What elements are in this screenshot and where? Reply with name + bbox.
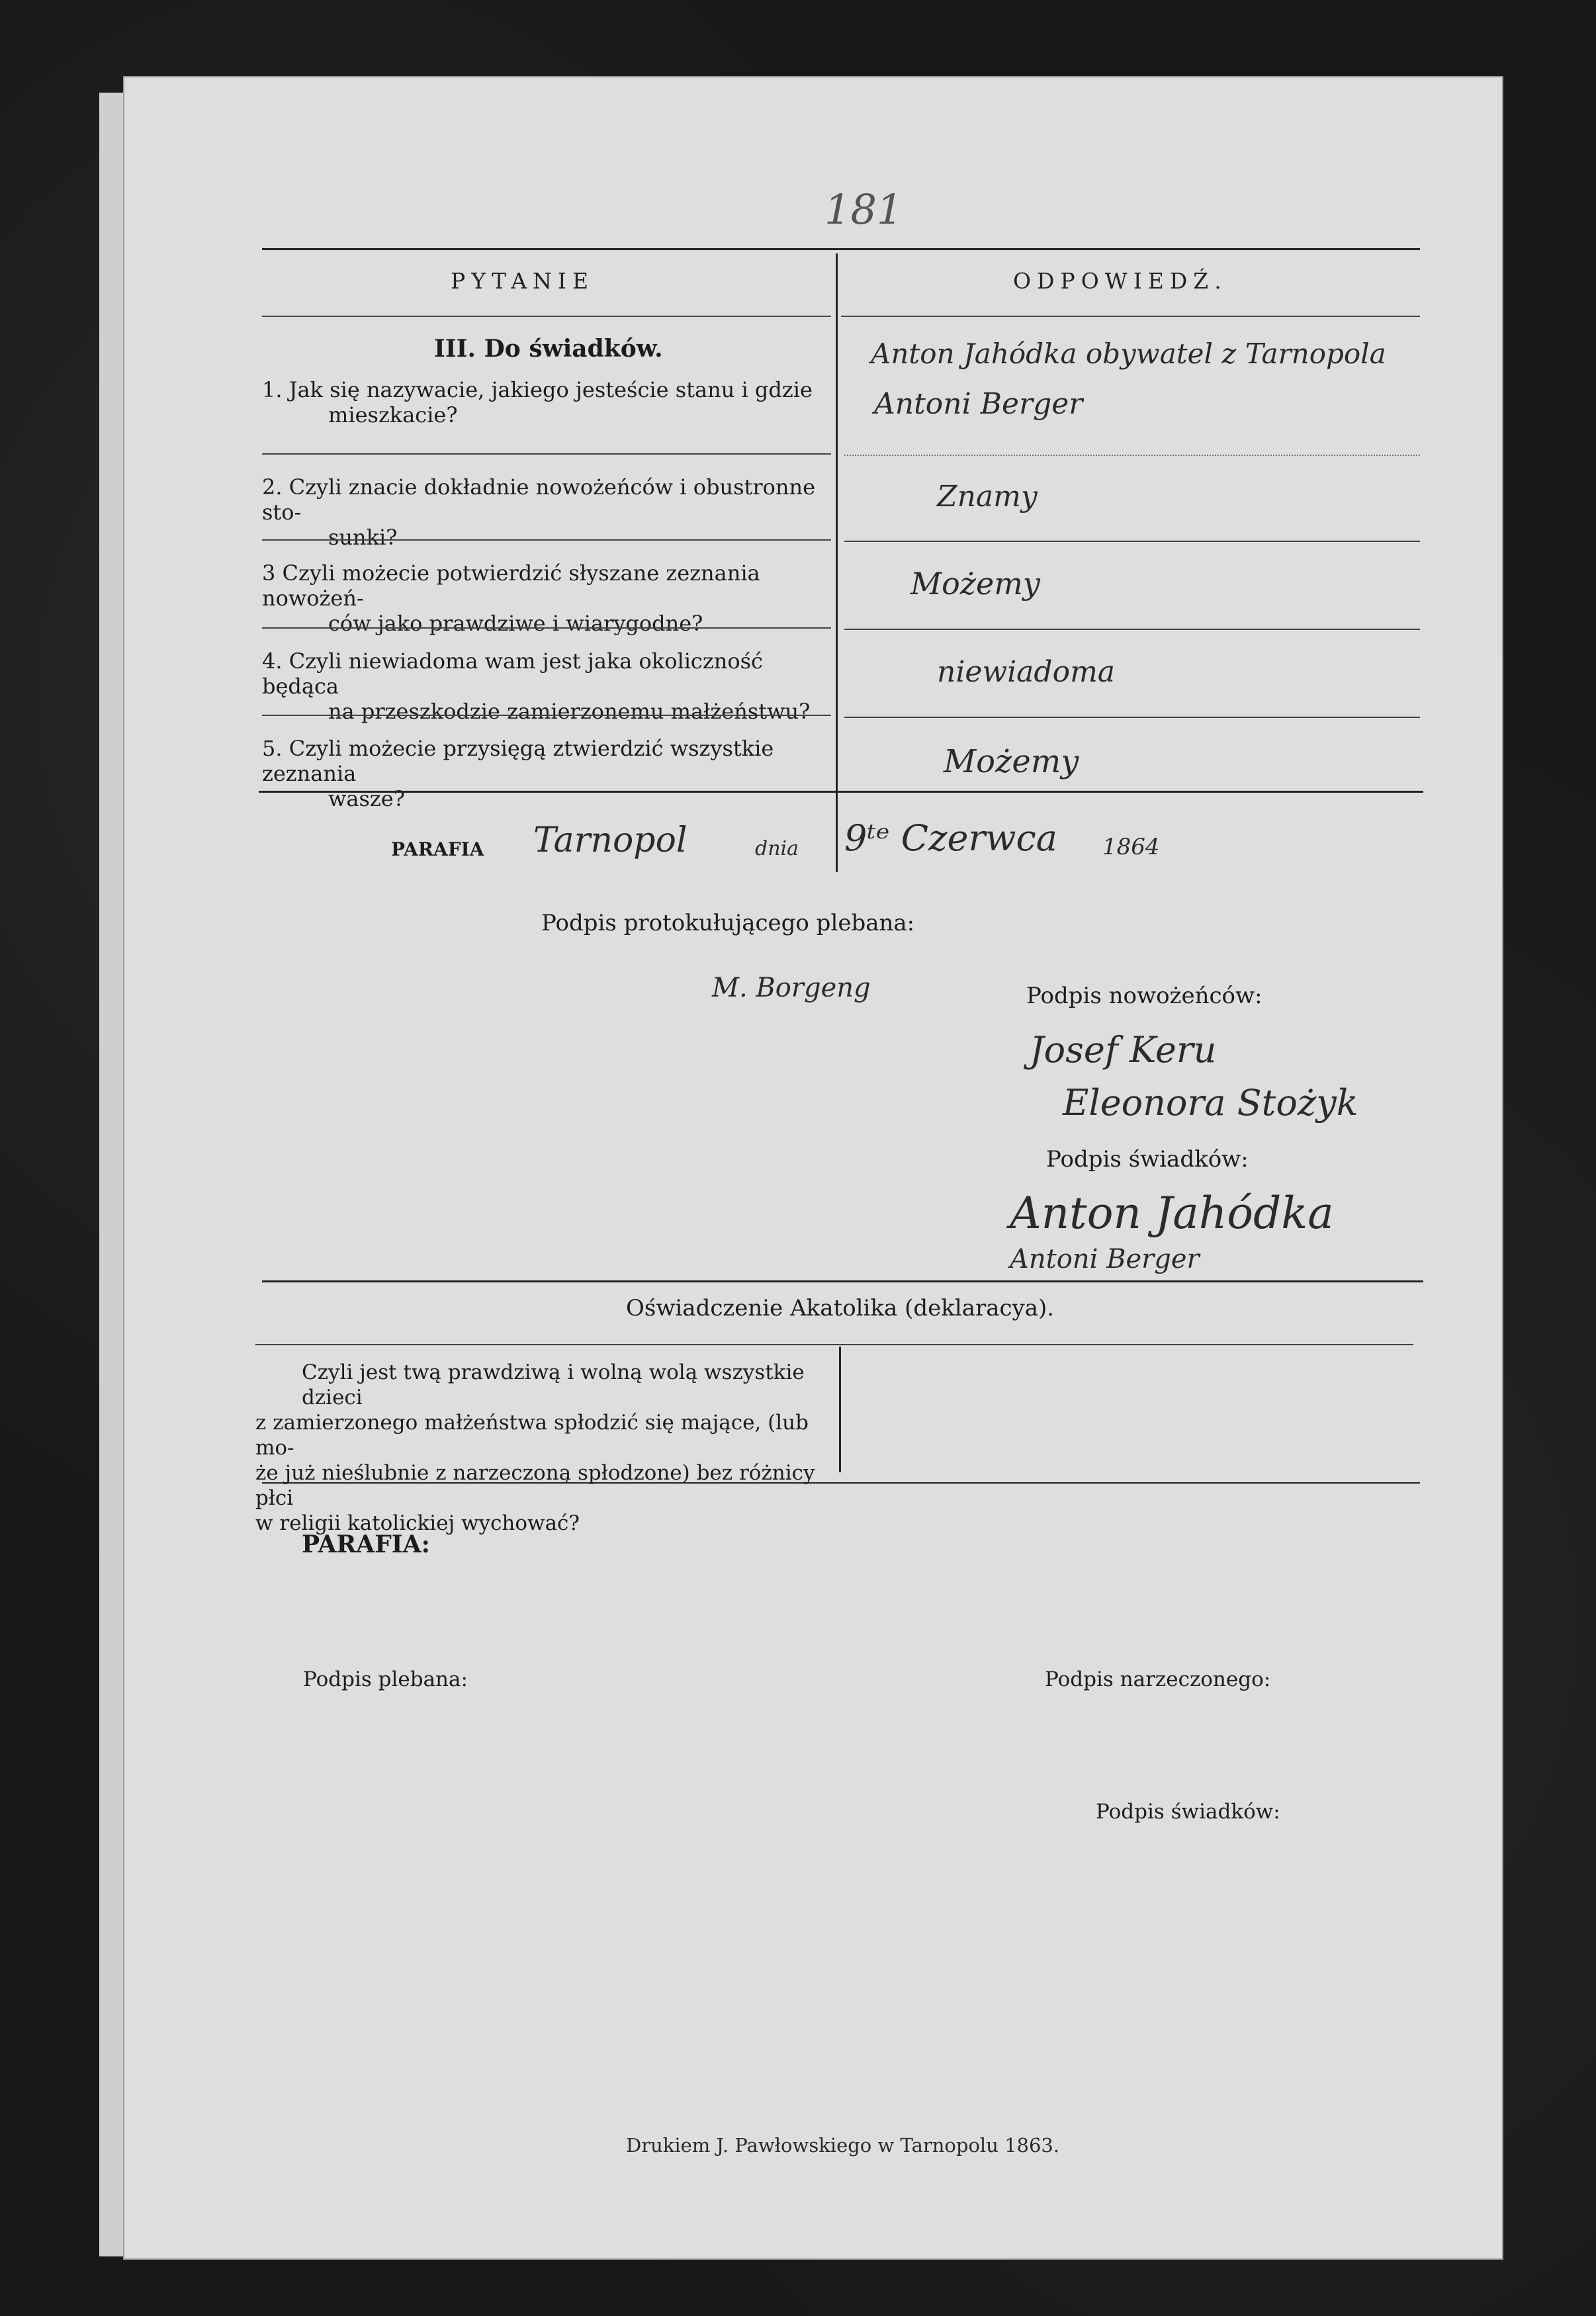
answer-5: Możemy xyxy=(944,743,1079,780)
declaration-divider xyxy=(839,1347,841,1472)
question-1 xyxy=(262,377,831,427)
question-5-line1: 5. Czyli możecie przysięgą ztwierdzić wszystkie zeznania xyxy=(262,736,774,786)
answer-1-line1: Anton Jahódka obywatel z Tarnopola xyxy=(871,337,1386,370)
dnia-label: dnia xyxy=(755,837,799,860)
parish-date: 9ᵗᵉ Czerwca xyxy=(844,817,1057,859)
question-4-line1: 4. Czyli niewiadoma wam jest jaka okoliczność będąca xyxy=(262,648,763,699)
answer-rule-2 xyxy=(844,541,1420,542)
section-title: III. Do świadków. xyxy=(434,335,663,363)
row-rule-4 xyxy=(262,715,831,716)
question-2-line1: 2. Czyli znacie dokładnie nowożeńców i obustronne sto- xyxy=(262,474,816,525)
declaration-text xyxy=(255,1360,838,1536)
spouse-1-signature: Josef Keru xyxy=(1030,1029,1217,1071)
header-question: PYTANIE xyxy=(451,268,595,294)
declaration-bottom-rule xyxy=(262,1482,1420,1484)
priest-signature: M. Borgeng xyxy=(712,973,871,1003)
declaration-top-rule xyxy=(262,1280,1423,1282)
question-2-line2: sunki? xyxy=(328,525,398,550)
declaration-title: Oświadczenie Akatolika (deklaracya). xyxy=(626,1295,1055,1321)
declaration-line-1: Czyli jest twą prawdziwą i wolną wolą wszystkie dzieci xyxy=(302,1360,805,1409)
table-bottom-rule xyxy=(259,791,1423,793)
header-bottom-rule-left xyxy=(262,316,831,317)
question-5 xyxy=(262,736,831,811)
question-3-line2: ców jako prawdziwe i wiarygodne? xyxy=(328,611,703,636)
declaration-line-4: w religii katolickiej wychować? xyxy=(255,1511,580,1535)
row-rule-2 xyxy=(262,539,831,541)
parish-year: 1864 xyxy=(1102,834,1160,860)
header-answer: ODPOWIEDŹ. xyxy=(1013,268,1227,294)
document-page xyxy=(123,76,1503,2260)
question-3-line1: 3 Czyli możecie potwierdzić słyszane zeznania nowożeń- xyxy=(262,560,760,611)
header-bottom-rule-right xyxy=(841,316,1420,317)
witnesses-signature-label: Podpis świadków: xyxy=(1046,1146,1249,1173)
priest-signature-label: Podpis protokułującego plebana: xyxy=(541,910,915,936)
question-4 xyxy=(262,648,831,724)
answer-rule-3 xyxy=(844,629,1420,630)
spouses-signature-label: Podpis nowożeńców: xyxy=(1026,983,1263,1009)
table-divider xyxy=(836,253,838,872)
question-1-line2: mieszkacie? xyxy=(328,402,458,427)
declaration-header-rule xyxy=(255,1344,1413,1345)
parish-place: Tarnopol xyxy=(533,821,687,860)
question-5-line2: wasze? xyxy=(328,786,405,811)
question-3 xyxy=(262,560,831,636)
bottom-priest-label: Podpis plebana: xyxy=(303,1668,468,1691)
answer-4: niewiadoma xyxy=(937,655,1116,689)
parish-label: PARAFIA xyxy=(391,838,484,860)
table-top-rule xyxy=(262,248,1420,250)
answer-rule-1 xyxy=(844,455,1420,456)
answer-3: Możemy xyxy=(910,566,1040,601)
question-4-line2: na przeszkodzie zamierzonemu małżeństwu? xyxy=(328,699,811,724)
declaration-line-3: że już nieślubnie z narzeczoną spłodzone) bez różnicy płci xyxy=(255,1461,815,1510)
witness-1-signature: Anton Jahódka xyxy=(1010,1188,1334,1239)
answer-1-line2: Antoni Berger xyxy=(874,387,1083,421)
answer-2: Znamy xyxy=(937,480,1038,513)
witness-2-signature: Antoni Berger xyxy=(1010,1244,1200,1274)
row-rule-3 xyxy=(262,627,831,629)
bottom-witnesses-label: Podpis świadków: xyxy=(1096,1800,1280,1824)
question-2 xyxy=(262,474,831,550)
bottom-groom-label: Podpis narzeczonego: xyxy=(1045,1668,1271,1691)
page-number: 181 xyxy=(824,185,903,234)
row-rule-1 xyxy=(262,453,831,455)
declaration-line-2: z zamierzonego małżeństwa spłodzić się mające, (lub mo- xyxy=(255,1411,809,1460)
spouse-2-signature: Eleonora Stożyk xyxy=(1063,1082,1358,1124)
bottom-parafia-label: PARAFIA: xyxy=(302,1531,430,1558)
answer-rule-4 xyxy=(844,717,1420,718)
question-1-line1: 1. Jak się nazywacie, jakiego jesteście stanu i gdzie xyxy=(262,377,813,402)
printer-footer: Drukiem J. Pawłowskiego w Tarnopolu 1863. xyxy=(626,2134,1060,2157)
